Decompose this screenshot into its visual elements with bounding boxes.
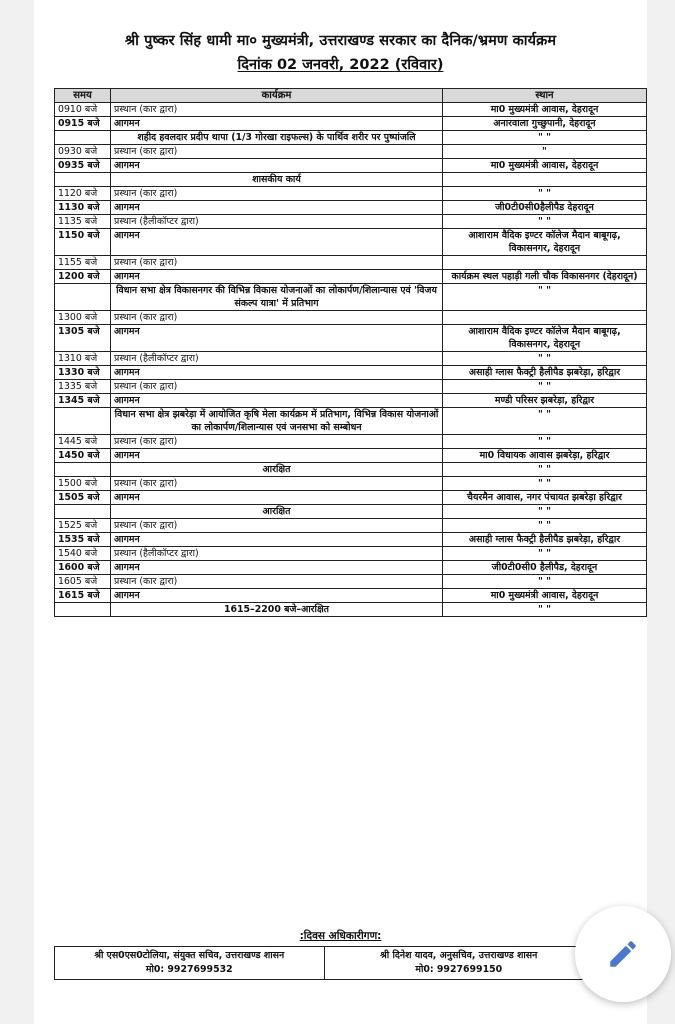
place-cell: " " (443, 131, 647, 145)
section-label: आरक्षित (111, 505, 443, 519)
officer-name: श्री दिनेश यादव, अनुसचिव, उत्तराखण्ड शासन (380, 950, 538, 961)
time-cell: 1150 बजे (55, 229, 111, 256)
program-cell: आगमन (111, 117, 443, 131)
place-cell: " " (443, 603, 647, 617)
table-row (55, 352, 647, 366)
place-cell: " " (443, 187, 647, 201)
time-cell: 1500 बजे (55, 477, 111, 491)
place-cell: " (443, 145, 647, 159)
place-cell: जी0टी0सी0 हैलीपैड, देहरादून (443, 561, 647, 575)
place-cell: कार्यक्रम स्थल पहाड़ी गली चौक विकासनगर (देहरादून) (443, 270, 647, 284)
edit-fab-button[interactable] (575, 906, 671, 1002)
time-cell: 1525 बजे (55, 519, 111, 533)
program-cell: आगमन (111, 394, 443, 408)
section-label: 1615–2200 बजे–आरक्षित (111, 603, 443, 617)
table-row (55, 201, 647, 215)
place-cell: " " (443, 547, 647, 561)
table-row (55, 394, 647, 408)
time-cell: 1300 बजे (55, 311, 111, 325)
time-cell: 0930 बजे (55, 145, 111, 159)
time-cell (55, 603, 111, 617)
table-row (55, 256, 647, 270)
place-cell: आशाराम वैदिक इण्टर कॉलेज मैदान बाबूगढ़, विकासनगर, देहरादून (443, 229, 647, 256)
table-row (55, 145, 647, 159)
time-cell: 1345 बजे (55, 394, 111, 408)
pencil-icon (606, 937, 640, 971)
officers-table (54, 946, 594, 980)
time-cell (55, 284, 111, 311)
time-cell: 1310 बजे (55, 352, 111, 366)
time-cell (55, 408, 111, 435)
table-row (55, 173, 647, 187)
place-cell: " " (443, 408, 647, 435)
table-row (55, 449, 647, 463)
place-cell: " " (443, 575, 647, 589)
table-row (55, 131, 647, 145)
page-title: श्री पुष्कर सिंह धामी मा० मुख्यमंत्री, उत्तराखण्ड सरकार का दैनिक/भ्रमण कार्यक्रम (124, 33, 557, 49)
program-cell: प्रस्थान (कार द्वारा) (111, 103, 443, 117)
time-cell: 0915 बजे (55, 117, 111, 131)
place-cell: " " (443, 435, 647, 449)
officers-heading: :दिवस अधिकारीगण: (299, 930, 382, 942)
place-cell: चैयरमैन आवास, नगर पंचायत झबरेड़ा हरिद्वार (443, 491, 647, 505)
table-row (55, 117, 647, 131)
program-cell: आगमन (111, 561, 443, 575)
time-cell: 1135 बजे (55, 215, 111, 229)
time-cell: 1155 बजे (55, 256, 111, 270)
event-description: शहीद हवलदार प्रदीप थापा (1/3 गोरखा राइफल्स) के पार्थिव शरीर पर पुष्पांजलि (111, 131, 443, 145)
place-cell: " " (443, 505, 647, 519)
place-cell: मा0 मुख्यमंत्री आवास, देहरादून (443, 103, 647, 117)
table-row (55, 561, 647, 575)
program-cell: प्रस्थान (कार द्वारा) (111, 187, 443, 201)
time-cell: 1200 बजे (55, 270, 111, 284)
table-row (55, 491, 647, 505)
program-cell: प्रस्थान (कार द्वारा) (111, 477, 443, 491)
program-cell: प्रस्थान (हैलीकॉप्टर द्वारा) (111, 215, 443, 229)
officer-cell (55, 947, 325, 980)
time-cell: 1535 बजे (55, 533, 111, 547)
time-cell: 1445 बजे (55, 435, 111, 449)
table-row (55, 103, 647, 117)
header-time: समय (55, 89, 111, 103)
time-cell: 1615 बजे (55, 589, 111, 603)
place-cell (443, 311, 647, 325)
table-row (55, 435, 647, 449)
place-cell: " " (443, 463, 647, 477)
program-cell: आगमन (111, 201, 443, 215)
time-cell: 1305 बजे (55, 325, 111, 352)
place-cell: मा0 मुख्यमंत्री आवास, देहरादून (443, 589, 647, 603)
program-cell: प्रस्थान (कार द्वारा) (111, 575, 443, 589)
program-cell: आगमन (111, 491, 443, 505)
officer-cell (324, 947, 594, 980)
table-row (55, 284, 647, 311)
time-cell: 1600 बजे (55, 561, 111, 575)
place-cell: अनारवाला गुच्छुपानी, देहरादून (443, 117, 647, 131)
table-row (55, 547, 647, 561)
program-cell: प्रस्थान (कार द्वारा) (111, 380, 443, 394)
time-cell (55, 463, 111, 477)
program-cell: आगमन (111, 270, 443, 284)
place-cell: आशाराम वैदिक इण्टर कॉलेज मैदान बाबूगढ़, विकासनगर, देहरादून (443, 325, 647, 352)
place-cell: मण्डी परिसर झबरेड़ा, हरिद्वार (443, 394, 647, 408)
document-page (34, 0, 647, 1024)
table-row (55, 575, 647, 589)
time-cell: 1130 बजे (55, 201, 111, 215)
time-cell: 1540 बजे (55, 547, 111, 561)
program-cell: प्रस्थान (हैलीकॉप्टर द्वारा) (111, 352, 443, 366)
table-row (55, 325, 647, 352)
place-cell: " " (443, 215, 647, 229)
place-cell: मा0 विधायक आवास झबरेड़ा, हरिद्वार (443, 449, 647, 463)
table-row (55, 159, 647, 173)
program-cell: प्रस्थान (हैलीकॉप्टर द्वारा) (111, 547, 443, 561)
program-cell: आगमन (111, 159, 443, 173)
place-cell (443, 173, 647, 187)
place-cell: " " (443, 284, 647, 311)
place-cell: असाही ग्लास फैक्ट्री हैलीपैड झबरेड़ा, हरिद्वार (443, 366, 647, 380)
program-cell: प्रस्थान (कार द्वारा) (111, 256, 443, 270)
program-cell: आगमन (111, 325, 443, 352)
time-cell: 1120 बजे (55, 187, 111, 201)
time-cell (55, 505, 111, 519)
place-cell: मा0 मुख्यमंत्री आवास, देहरादून (443, 159, 647, 173)
table-row (55, 311, 647, 325)
program-cell: प्रस्थान (कार द्वारा) (111, 435, 443, 449)
table-row (55, 270, 647, 284)
table-row (55, 589, 647, 603)
table-row (55, 187, 647, 201)
header-place: स्थान (443, 89, 647, 103)
program-cell: आगमन (111, 366, 443, 380)
time-cell: 0910 बजे (55, 103, 111, 117)
table-row (55, 505, 647, 519)
time-cell: 1335 बजे (55, 380, 111, 394)
officer-name: श्री एस0एस0टोलिया, संयुक्त सचिव, उत्तराखण्ड शासन (94, 950, 285, 961)
place-cell: जी0टी0सी0हैलीपैड देहरादून (443, 201, 647, 215)
place-cell: " " (443, 519, 647, 533)
program-cell: आगमन (111, 449, 443, 463)
section-label: आरक्षित (111, 463, 443, 477)
time-cell: 0935 बजे (55, 159, 111, 173)
time-cell (55, 131, 111, 145)
header-program: कार्यक्रम (111, 89, 443, 103)
program-cell: आगमन (111, 533, 443, 547)
place-cell (443, 256, 647, 270)
program-cell: प्रस्थान (कार द्वारा) (111, 519, 443, 533)
time-cell: 1605 बजे (55, 575, 111, 589)
place-cell: असाही ग्लास फैक्ट्री हैलीपैड झबरेड़ा, हरिद्वार (443, 533, 647, 547)
table-row (55, 477, 647, 491)
table-row (55, 366, 647, 380)
table-row (55, 229, 647, 256)
place-cell: " " (443, 380, 647, 394)
table-row (55, 519, 647, 533)
program-cell: आगमन (111, 589, 443, 603)
table-header-row (55, 89, 647, 103)
time-cell (55, 173, 111, 187)
table-row (55, 215, 647, 229)
table-row (55, 380, 647, 394)
program-cell: प्रस्थान (कार द्वारा) (111, 311, 443, 325)
place-cell: " " (443, 352, 647, 366)
event-description: विधान सभा क्षेत्र झबरेड़ा में आयोजित कृषि मेला कार्यक्रम में प्रतिभाग, विभिन्न विकास योजनाओं का लोकार्पण/शिलान्यास एवं जनसभा को सम्बोधन (111, 408, 443, 435)
schedule-table (54, 88, 647, 617)
table-row (55, 463, 647, 477)
table-row (55, 533, 647, 547)
time-cell: 1450 बजे (55, 449, 111, 463)
event-description: विधान सभा क्षेत्र विकासनगर की विभिन्न विकास योजनाओं का लोकार्पण/शिलान्यास एवं 'विजय संकल्प यात्रा' में प्रतिभाग (111, 284, 443, 311)
section-label: शासकीय कार्य (111, 173, 443, 187)
program-cell: आगमन (111, 229, 443, 256)
time-cell: 1505 बजे (55, 491, 111, 505)
page-date: दिनांक 02 जनवरी, 2022 (रविवार) (237, 57, 444, 73)
table-row (55, 408, 647, 435)
officer-phone: मो0: 9927699532 (145, 964, 233, 975)
program-cell: प्रस्थान (कार द्वारा) (111, 145, 443, 159)
officer-phone: मो0: 9927699150 (415, 964, 503, 975)
place-cell: " " (443, 477, 647, 491)
table-row (55, 603, 647, 617)
time-cell: 1330 बजे (55, 366, 111, 380)
